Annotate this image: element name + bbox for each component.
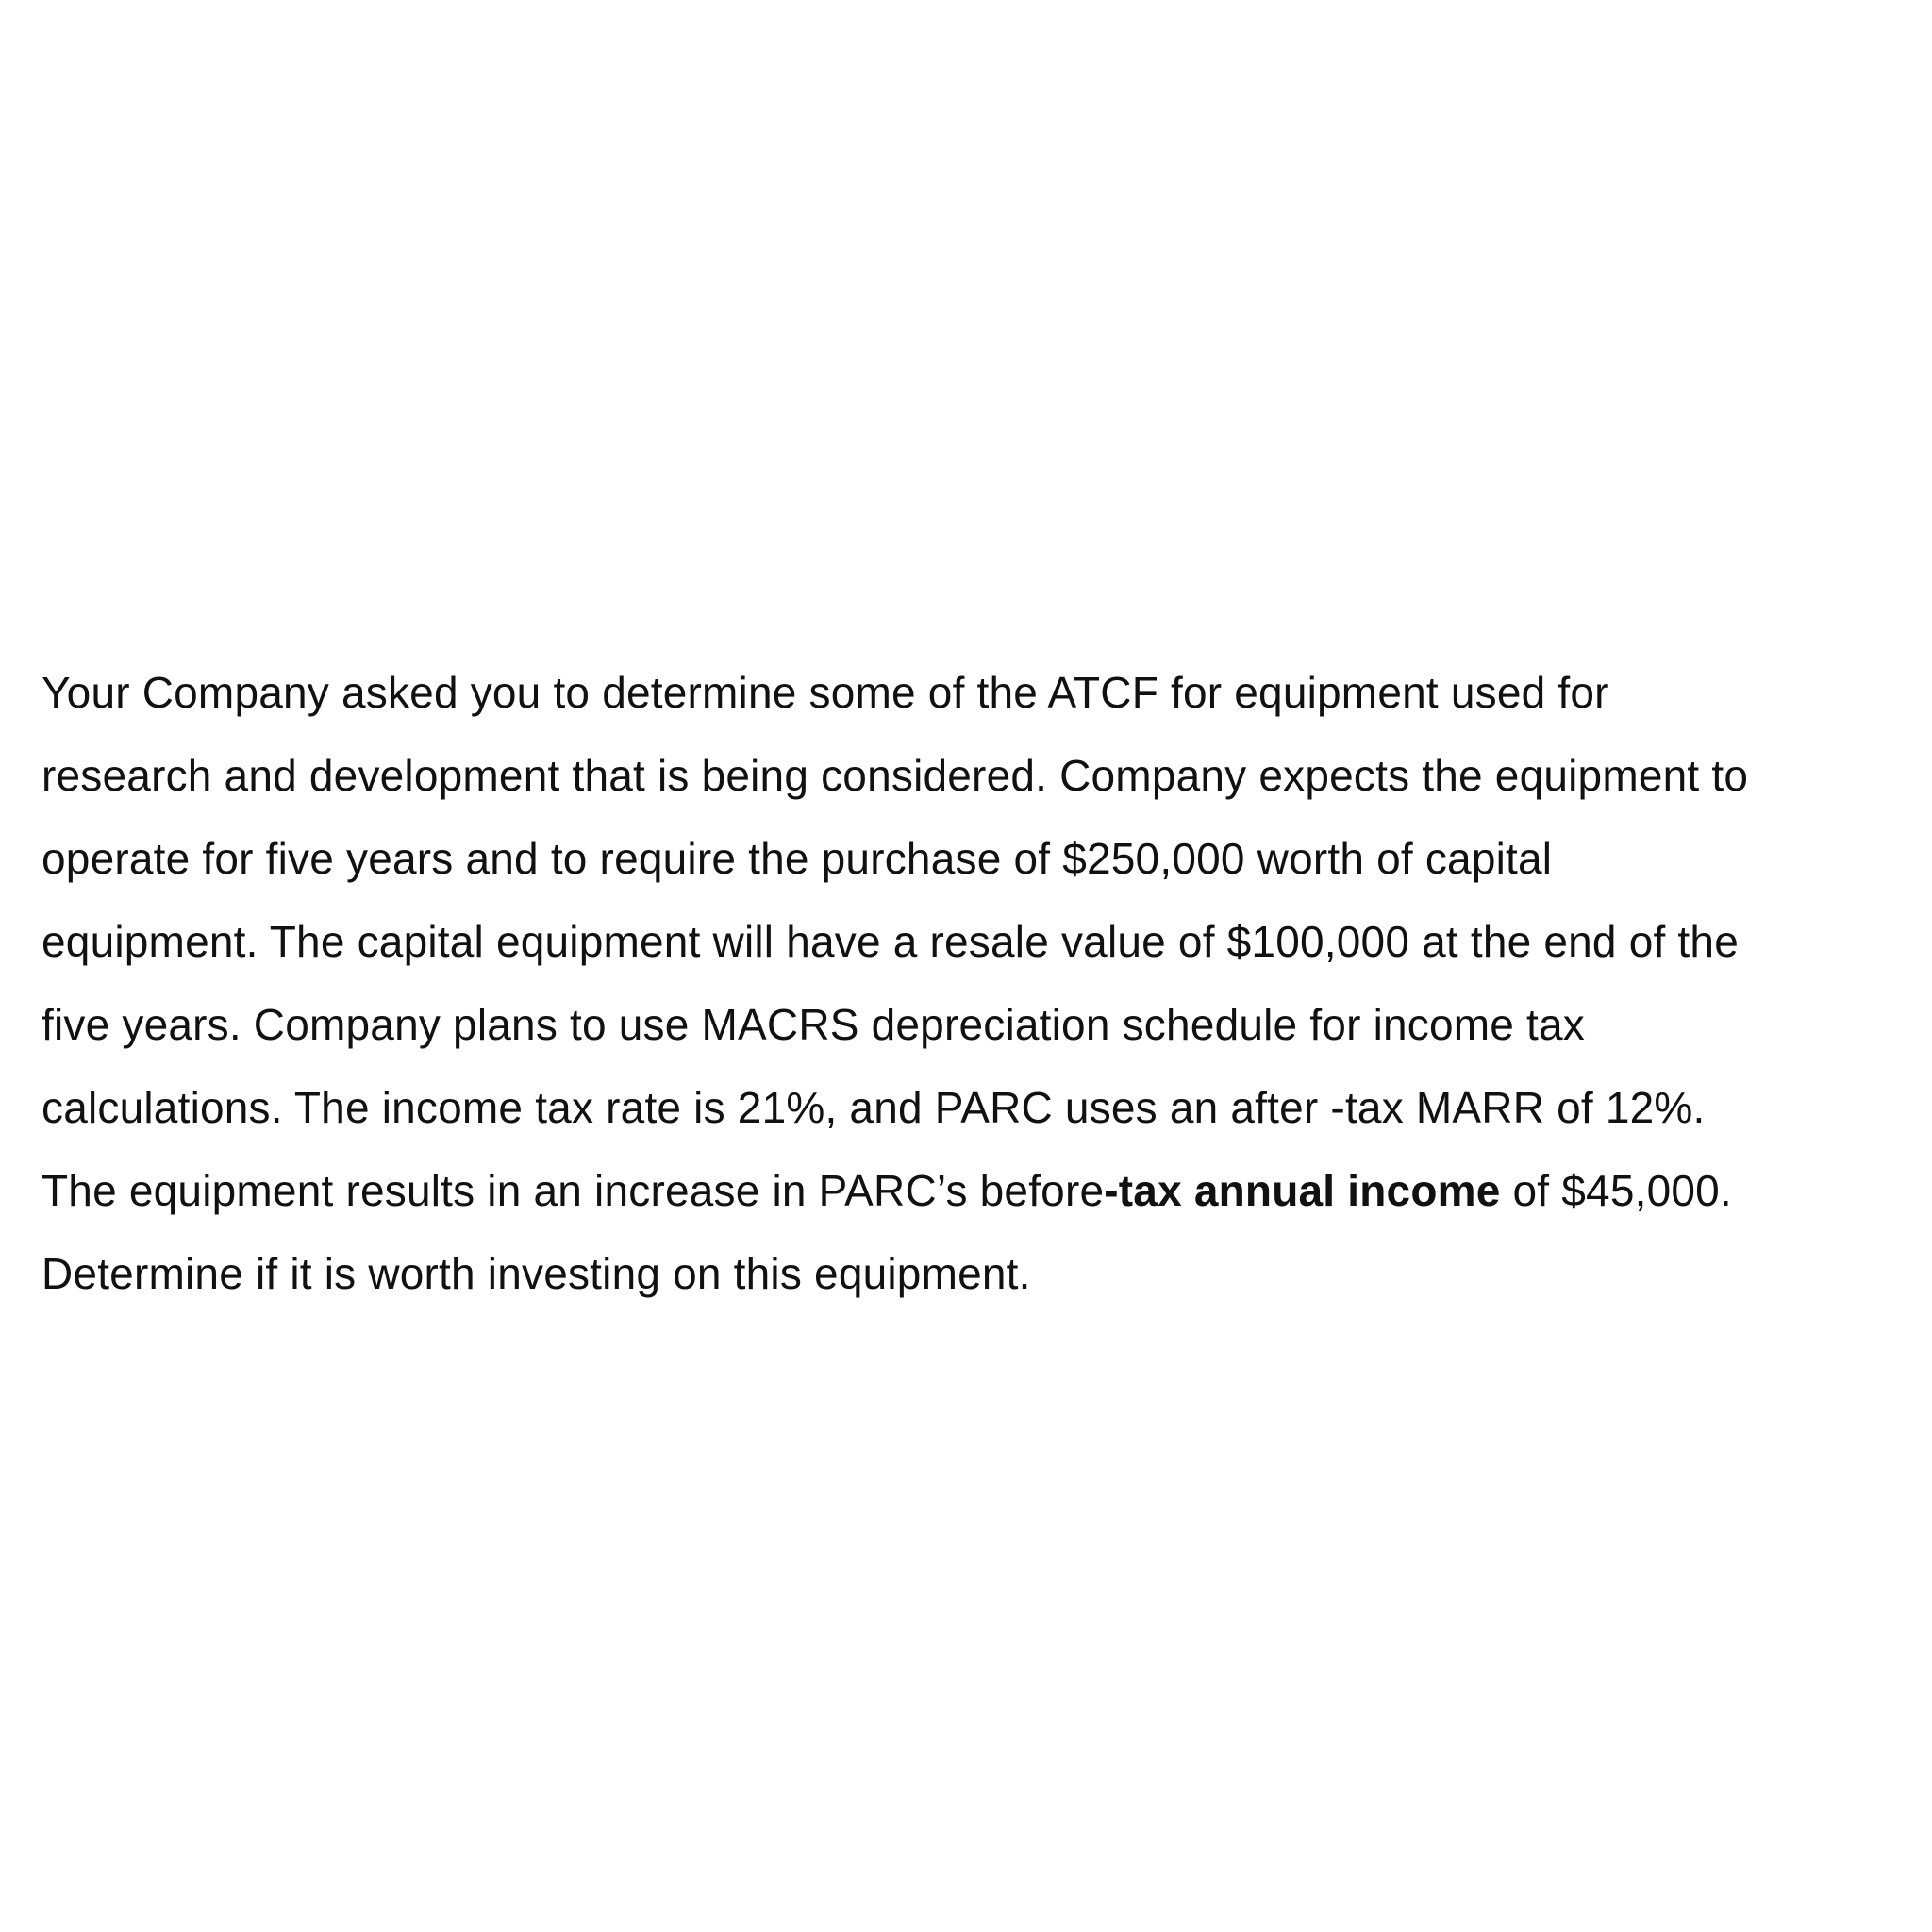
- problem-line-7: [42, 1149, 1919, 1232]
- problem-line-7-start: The equipment results in an increase in PARC’s before: [42, 1166, 1105, 1215]
- problem-line-3: operate for five years and to require the purchase of $250,000 worth of capital: [42, 834, 1553, 883]
- problem-line-6: calculations. The income tax rate is 21%, and PARC uses an after -tax MARR of 12%.: [42, 1083, 1706, 1132]
- problem-line-5: five years. Company plans to use MACRS depreciation schedule for income tax: [42, 1000, 1586, 1049]
- problem-line-1: Your Company asked you to determine some of the ATCF for equipment used for: [42, 668, 1609, 717]
- problem-line-4: equipment. The capital equipment will have a resale value of $100,000 at the end of the: [42, 917, 1739, 966]
- problem-line-7-end: of $45,000.: [1500, 1166, 1732, 1215]
- bold-annual-income-phrase: -tax annual income: [1104, 1166, 1501, 1215]
- problem-line-2: research and development that is being considered. Company expects the equipment to: [42, 751, 1749, 800]
- problem-line-8: Determine if it is worth investing on this equipment.: [42, 1249, 1031, 1298]
- problem-statement: [42, 651, 1919, 1315]
